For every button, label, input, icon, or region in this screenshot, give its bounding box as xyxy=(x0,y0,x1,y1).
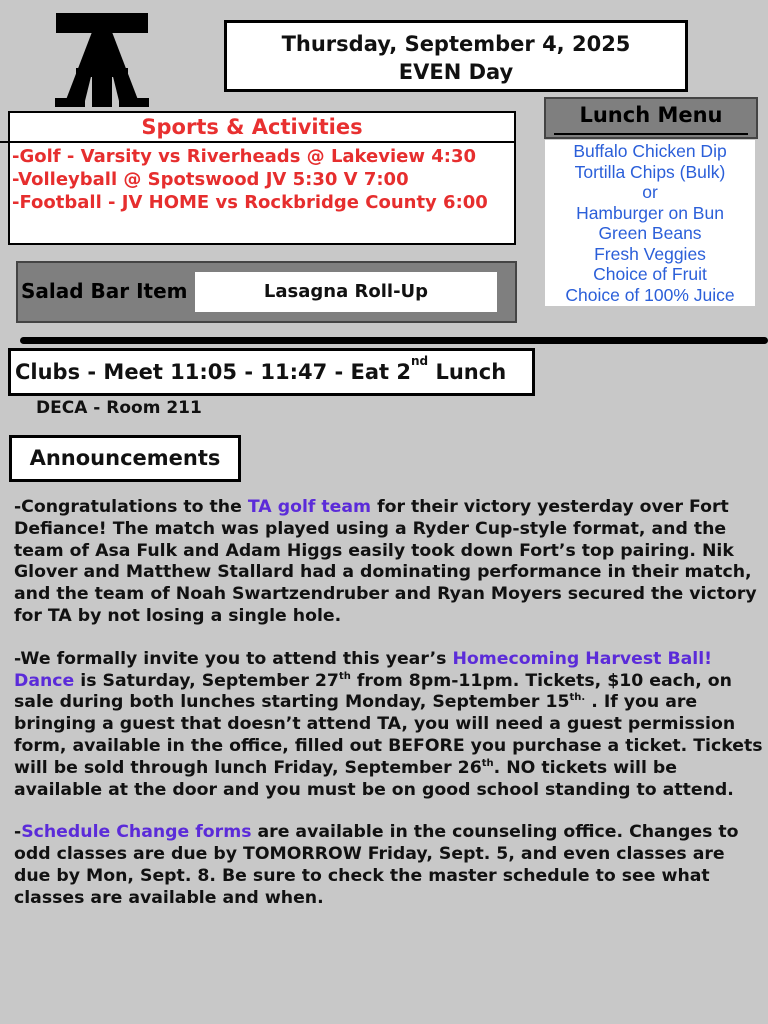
lunch-menu-header xyxy=(544,97,758,139)
date-text: Thursday, September 4, 2025 xyxy=(281,32,631,56)
lunch-item: Choice of 100% Juice xyxy=(565,284,735,305)
clubs-prefix: Clubs - Meet 11:05 - 11:47 - Eat 2 xyxy=(15,360,412,384)
clubs-sup: nd xyxy=(411,354,429,368)
sports-item: -Volleyball @ Spotswood JV 5:30 V 7:00 xyxy=(12,169,409,190)
highlight-homecoming: Homecoming Harvest Ball! Dance xyxy=(14,648,713,691)
lunch-item: Buffalo Chicken Dip xyxy=(573,141,727,161)
announcement-homecoming: -We formally invite you to attend this year’s Homecoming Harvest Ball! Dance is Saturday, September 27th from 8pm-11pm. Tickets, $10 each, on sale during both lunches starting Monday, September $15^{th.}$ . If you are bringing a guest that doesn’t attend TA, you will need a guest permission form, available in the office, filled out BEFORE you purchase a ticket. Tickets will be sold through lunch Friday, September 26th. NO tickets will be available at the door and you must be on good school standing to attend. xyxy=(14,648,763,800)
announcement-golf: -Congratulations to the TA golf team for their victory yesterday over Fort Defiance! The match was played using a Ryder Cup-style format, and the team of Asa Fulk and Adam Higgs easily took down Fort’s top pairing. Nik Glover and Matthew Stallard had a dominating performance in their match, and the team of Noah Swartzendruber and Ryan Moyers secured the victory for TA by not losing a single hole. xyxy=(14,497,757,626)
sports-item: -Golf - Varsity vs Riverheads @ Lakeview 4:30 xyxy=(12,146,477,167)
clubs-header xyxy=(8,348,535,396)
lunch-item: Tortilla Chips (Bulk) xyxy=(574,161,726,182)
highlight-schedule-forms: Schedule Change forms xyxy=(21,822,252,843)
salad-bar-panel xyxy=(16,261,517,323)
lunch-menu-list xyxy=(545,140,755,306)
salad-bar-label: Salad Bar Item xyxy=(21,279,188,303)
announcement-schedule: -Schedule Change forms are available in the counseling office. Changes to odd classes are due by TOMORROW Friday, Sept. 5, and even classes are due by Mon, Sept. 8. Be sure to check the master schedule to see what classes are available and when. xyxy=(14,822,739,908)
announcements-title: Announcements xyxy=(9,435,241,482)
sports-activities-panel xyxy=(8,111,516,245)
club-entry: DECA - Room 211 xyxy=(36,398,202,418)
clubs-suffix: Lunch xyxy=(428,360,507,384)
sports-title: Sports & Activities xyxy=(0,113,514,143)
date-header xyxy=(224,20,688,92)
ta-logo-icon xyxy=(52,10,152,110)
section-divider xyxy=(20,337,768,344)
lunch-item: Fresh Veggies xyxy=(594,243,706,264)
day-type-text: EVEN Day xyxy=(398,60,514,84)
sports-item: -Football - JV HOME vs Rockbridge County 6:00 xyxy=(12,192,488,213)
lunch-item: Green Beans xyxy=(598,223,702,243)
salad-bar-value: Lasagna Roll-Up xyxy=(195,272,497,312)
highlight-golf-team: TA golf team xyxy=(247,497,372,517)
lunch-menu-title: Lunch Menu xyxy=(579,103,723,127)
lunch-item: Hamburger on Bun xyxy=(576,202,724,223)
announcements-body xyxy=(14,497,764,931)
lunch-item: Choice of Fruit xyxy=(593,264,707,284)
lunch-item: or xyxy=(642,182,658,202)
